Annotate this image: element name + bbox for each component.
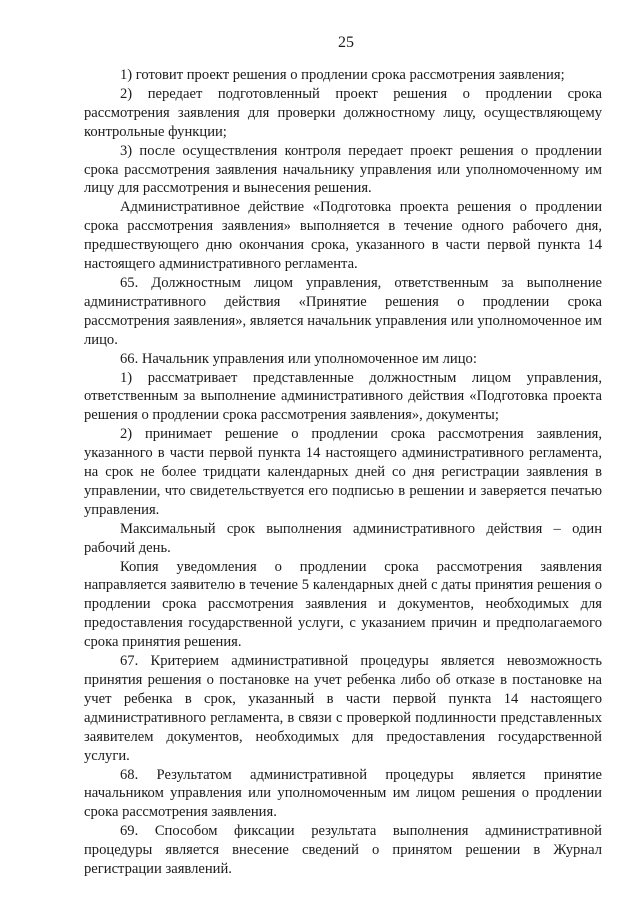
page-number: 25 bbox=[338, 34, 354, 51]
paragraph-admin-action: Административное действие «Подготовка проекта решения о продлении срока рассмотрения заявления» выполняется в течение одного рабочего дня, предшествующего дню окончания срока, указанного в части первой пункта 14 настоящего административного регламента. bbox=[84, 199, 602, 273]
paragraph-66-item-1: 1) рассматривает представленные должностным лицом управления, ответственным за выполнение административного действия «Подготовка проекта решения о продлении срока рассмотрения заявления», документы; bbox=[84, 369, 602, 424]
paragraph-max-term: Максимальный срок выполнения административного действия – один рабочий день. bbox=[84, 520, 602, 556]
paragraph-item-3: 3) после осуществления контроля передает проект решения о продлении срока рассмотрения заявления начальнику управления или уполномоченному им лицу для рассмотрения и вынесения решения. bbox=[84, 142, 602, 197]
paragraph-66-item-2: 2) принимает решение о продлении срока рассмотрения заявления, указанного в части первой пункта 14 настоящего административного регламента, на срок не более тридцати календарных дней со дня регистрации заявления в управлении, что свидетельствуется его подписью в решении и заверяется печатью управления. bbox=[84, 426, 602, 518]
paragraph-67: 67. Критерием административной процедуры является невозможность принятия решения о постановке на учет ребенка либо об отказе в постановке на учет ребенка в срок, указанный в части первой пункта 14 настоящего административного регламента, в связи с проверкой подлинности представленных заявителем документов, необходимых для предоставления государственной услуги. bbox=[84, 653, 602, 764]
paragraph-item-1: 1) готовит проект решения о продлении срока рассмотрения заявления; bbox=[120, 67, 565, 83]
paragraph-65: 65. Должностным лицом управления, ответственным за выполнение административного действия «Принятие решения о продлении срока рассмотрения заявления», является начальник управления или уполномоченное им лицо. bbox=[84, 274, 602, 348]
paragraph-66: 66. Начальник управления или уполномоченное им лицо: bbox=[120, 350, 477, 367]
paragraph-item-2: 2) передает подготовленный проект решения о продлении срока рассмотрения заявления для проверки должностному лицу, осуществляющему контрольные функции; bbox=[84, 85, 602, 140]
paragraph-68: 68. Результатом административной процедуры является принятие начальником управления или уполномоченным им лицом решения о продлении срока рассмотрения заявления. bbox=[84, 766, 602, 821]
paragraph-notice-copy: Копия уведомления о продлении срока рассмотрения заявления направляется заявителю в течение 5 календарных дней с даты принятия решения о продлении срока рассмотрения заявления и документов, необходимых для предоставления государственной услуги, с указанием причин и предполагаемого срока принятия решения. bbox=[84, 558, 602, 651]
paragraph-69: 69. Способом фиксации результата выполнения административной процедуры является внесение сведений о принятом решении в Журнал регистрации заявлений. bbox=[84, 823, 602, 878]
